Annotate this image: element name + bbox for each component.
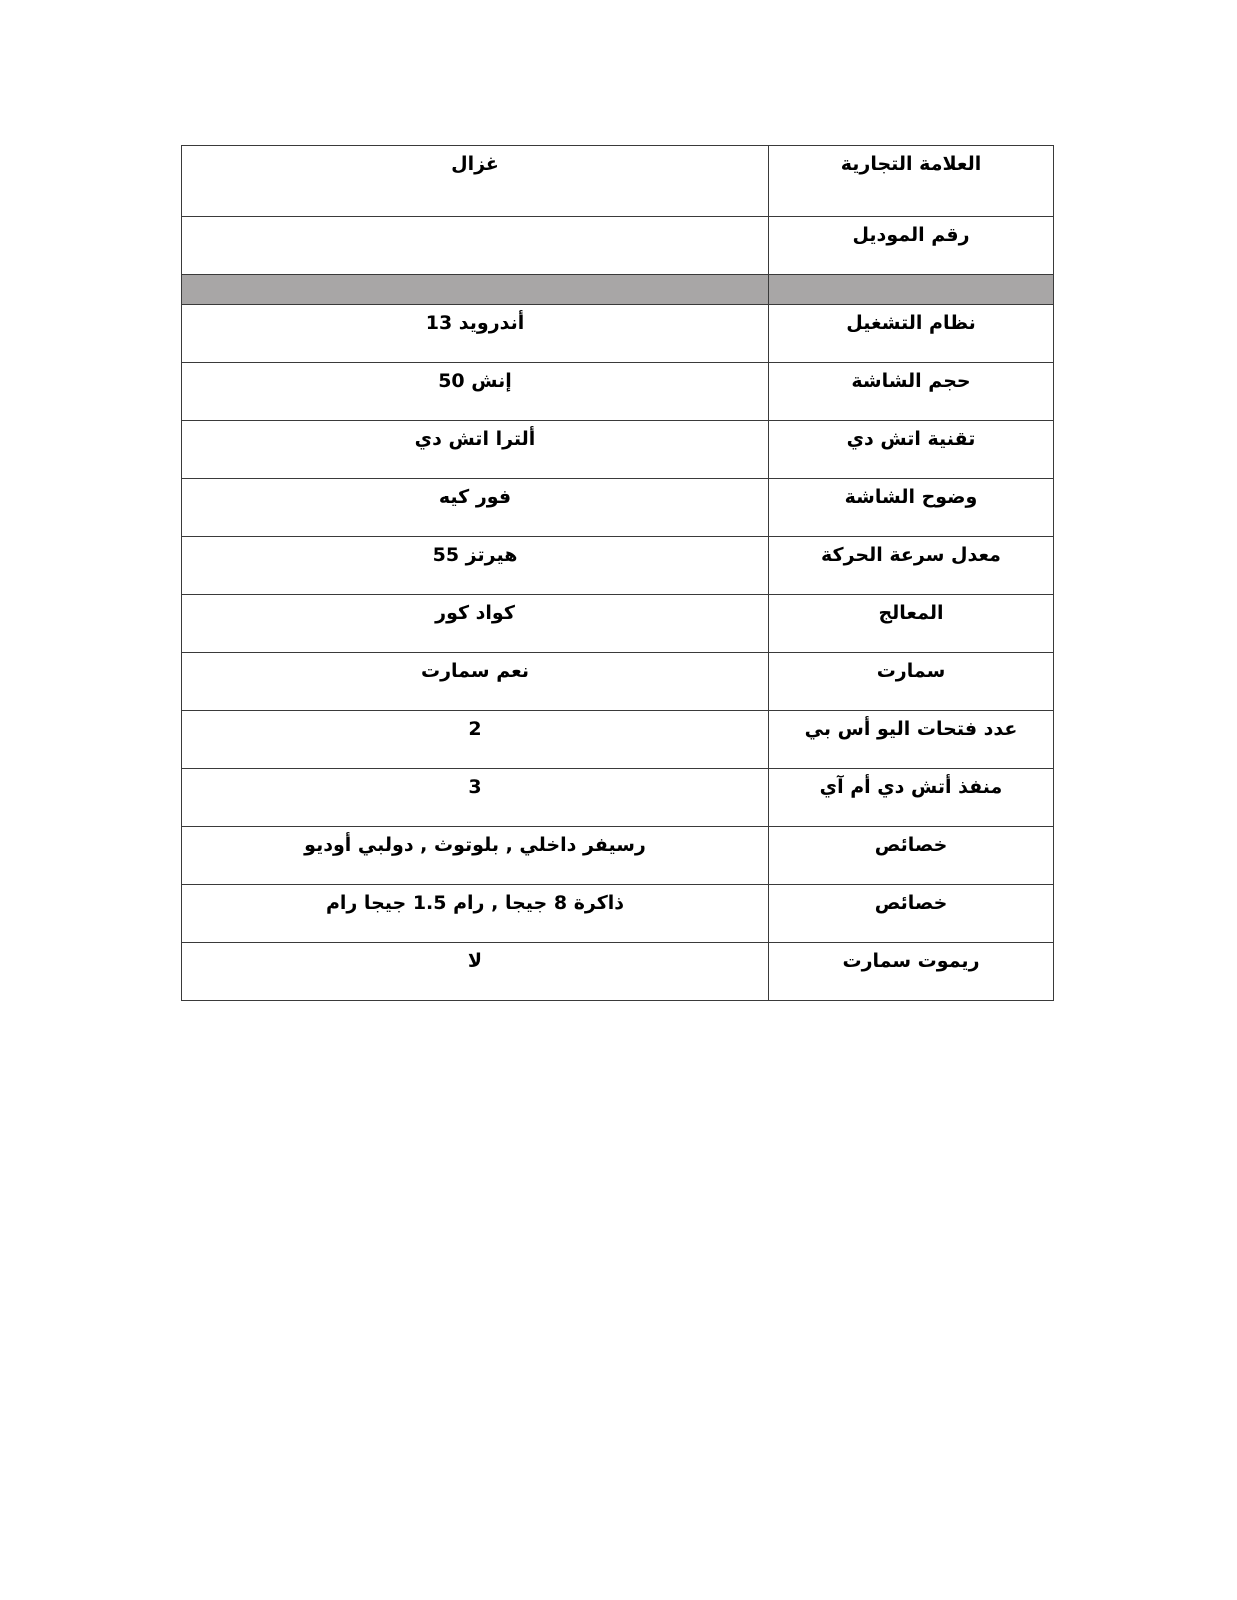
- value-cell: أندرويد 13: [182, 305, 769, 363]
- label-cell: سمارت: [769, 653, 1054, 711]
- table-row-model-number: [182, 217, 1054, 275]
- shaded-cell: [182, 275, 769, 305]
- value-cell: لا: [182, 943, 769, 1001]
- label-cell: خصائص: [769, 885, 1054, 943]
- value-cell: فور كيه: [182, 479, 769, 537]
- label-cell: معدل سرعة الحركة: [769, 537, 1054, 595]
- label-cell: رقم الموديل: [769, 217, 1054, 275]
- label-cell: المعالج: [769, 595, 1054, 653]
- label-cell: عدد فتحات اليو أس بي: [769, 711, 1054, 769]
- value-cell: 2: [182, 711, 769, 769]
- table-row-separator: [182, 275, 1054, 305]
- table-row-brand: [182, 146, 1054, 217]
- spec-table: [181, 145, 1054, 1001]
- table-row-hd-technology: [182, 421, 1054, 479]
- label-cell: وضوح الشاشة: [769, 479, 1054, 537]
- label-cell: ريموت سمارت: [769, 943, 1054, 1001]
- value-cell: رسيفر داخلي , بلوتوث , دولبي أوديو: [182, 827, 769, 885]
- table-row-features-2: [182, 885, 1054, 943]
- label-cell: خصائص: [769, 827, 1054, 885]
- label-cell: حجم الشاشة: [769, 363, 1054, 421]
- label-cell: تقنية اتش دي: [769, 421, 1054, 479]
- table-row-processor: [182, 595, 1054, 653]
- value-cell: 3: [182, 769, 769, 827]
- value-cell: ذاكرة 8 جيجا , رام 1.5 جيجا رام: [182, 885, 769, 943]
- table-row-usb-ports: [182, 711, 1054, 769]
- value-cell: كواد كور: [182, 595, 769, 653]
- table-row-features-1: [182, 827, 1054, 885]
- value-cell: إنش 50: [182, 363, 769, 421]
- label-cell: نظام التشغيل: [769, 305, 1054, 363]
- table-row-resolution: [182, 479, 1054, 537]
- value-cell: [182, 217, 769, 275]
- value-cell: هيرتز 55: [182, 537, 769, 595]
- table-row-os: [182, 305, 1054, 363]
- label-cell: منفذ أتش دي أم آي: [769, 769, 1054, 827]
- value-cell: نعم سمارت: [182, 653, 769, 711]
- table-row-smart-remote: [182, 943, 1054, 1001]
- shaded-cell: [769, 275, 1054, 305]
- value-cell: ألترا اتش دي: [182, 421, 769, 479]
- table-row-smart: [182, 653, 1054, 711]
- label-cell: العلامة التجارية: [769, 146, 1054, 217]
- table-row-motion-rate: [182, 537, 1054, 595]
- value-cell: غزال: [182, 146, 769, 217]
- table-row-hdmi-ports: [182, 769, 1054, 827]
- table-row-screen-size: [182, 363, 1054, 421]
